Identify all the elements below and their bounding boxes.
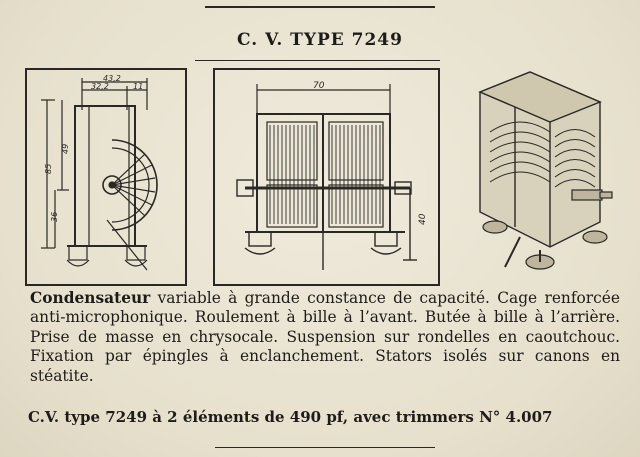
dim-label: 49 bbox=[61, 143, 70, 154]
title-underline bbox=[195, 60, 440, 61]
description-lead: Condensateur bbox=[30, 289, 151, 307]
bottom-rule bbox=[215, 447, 435, 448]
dim-label: 32,2 bbox=[91, 82, 109, 91]
front-view-drawing bbox=[213, 68, 440, 286]
dim-label: 70 bbox=[313, 81, 325, 91]
capacitor-illustration bbox=[460, 62, 620, 282]
side-view-drawing bbox=[25, 68, 187, 286]
product-description bbox=[30, 289, 620, 386]
dim-label: 85 bbox=[44, 163, 53, 174]
dim-label: 36 bbox=[50, 211, 59, 222]
side-view-svg bbox=[27, 70, 185, 284]
page-title: C. V. TYPE 7249 bbox=[237, 30, 403, 50]
dim-label: 40 bbox=[418, 213, 428, 225]
dim-label: 11 bbox=[133, 82, 144, 91]
top-rule bbox=[205, 6, 435, 8]
illustration-svg bbox=[460, 62, 620, 282]
dim-label: 43,2 bbox=[103, 74, 121, 83]
description-text: variable à grande constance de capacité. Cage renforcée anti-microphonique. Roulement à bille à l’avant. Butée à bille à l’arrière. Prise de masse en chrysocale. Suspension sur rondelles en caoutchouc. Fixation par épingles à enclanchement. Stators isolés sur canons en stéatite. bbox=[30, 289, 620, 385]
product-reference: C.V. type 7249 à 2 éléments de 490 pf, avec trimmers N° 4.007 bbox=[28, 408, 553, 426]
front-view-svg bbox=[215, 70, 438, 284]
